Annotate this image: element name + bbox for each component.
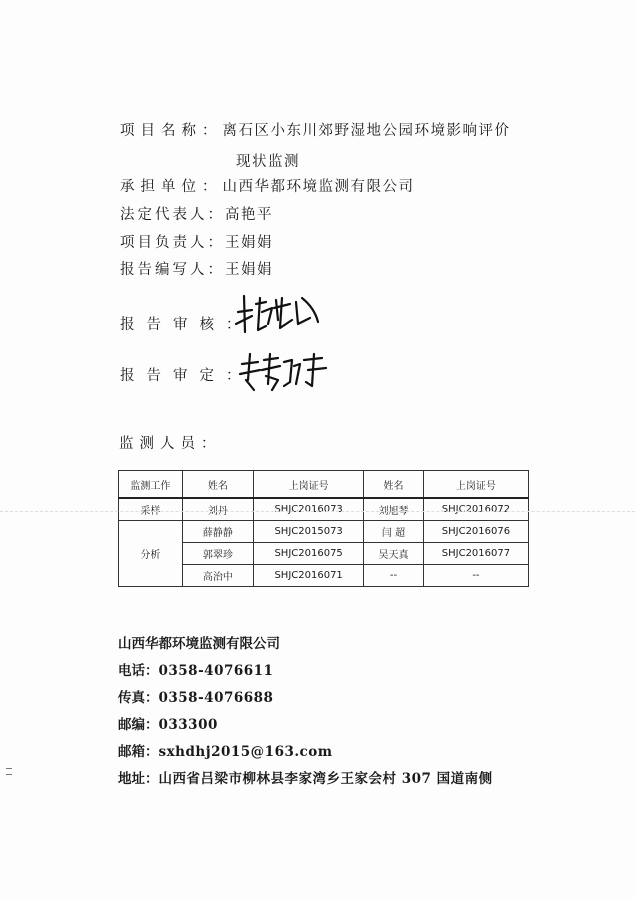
staff-table-header [119, 471, 529, 499]
fax-value: 0358-4076688 [158, 690, 274, 706]
row-task: 分析 [119, 521, 183, 587]
staff-table [118, 470, 529, 587]
postcode-label: 邮编： [118, 717, 159, 733]
table-row [119, 521, 529, 543]
row-cert-1: SHJC2016075 [254, 543, 364, 565]
email-value: sxhdhj2015@163.com [158, 744, 333, 760]
phone-label: 电话： [118, 663, 159, 679]
address-line [118, 767, 493, 787]
email-label: 邮箱： [118, 744, 159, 760]
report-writer-field [120, 258, 273, 279]
header-cert-1: 上岗证号 [254, 471, 364, 499]
address-label: 地址： [118, 771, 159, 787]
fax-label: 传真： [118, 690, 159, 706]
project-name-value: 离石区小东川郊野湿地公园环境影响评价 [222, 123, 511, 139]
scan-margin-mark [6, 768, 12, 769]
project-name-field [120, 119, 511, 140]
company-name: 山西华都环境监测有限公司 [118, 636, 280, 652]
row-task: 采样 [119, 498, 183, 521]
row-name-2: 闫 超 [364, 521, 424, 543]
row-name-2: 吴天真 [364, 543, 424, 565]
postcode-value: 033300 [158, 717, 218, 733]
project-name-value-line2: 现状监测 [236, 154, 300, 170]
legal-representative-label: 法定代表人： [120, 207, 225, 223]
header-name-2: 姓名 [364, 471, 424, 499]
row-cert-2: SHJC2016076 [423, 521, 528, 543]
scan-margin-mark [6, 774, 12, 775]
postcode-line [118, 713, 218, 733]
fax-line [118, 686, 273, 706]
report-writer-value: 王娟娟 [225, 262, 273, 278]
legal-representative-field [120, 203, 273, 224]
row-cert-1: SHJC2016073 [254, 498, 364, 521]
header-task: 监测工作 [119, 471, 183, 499]
phone-line [118, 659, 273, 679]
project-lead-field [120, 231, 273, 252]
row-name-1: 薛静静 [182, 521, 253, 543]
address-value: 山西省吕梁市柳林县李家湾乡王家会村 307 国道南侧 [158, 771, 493, 787]
table-row [119, 498, 529, 521]
staff-section-title: 监测人员： [119, 436, 222, 452]
row-name-2: -- [364, 565, 424, 587]
contractor-field [120, 175, 415, 196]
report-writer-label: 报告编写人： [120, 262, 225, 278]
contractor-value: 山西华都环境监测有限公司 [222, 179, 415, 195]
row-cert-1: SHJC2015073 [254, 521, 364, 543]
contractor-label: 承担单位： [120, 179, 223, 195]
scan-artifact-line [0, 511, 635, 512]
row-name-2: 刘旭琴 [364, 498, 424, 521]
report-approve-field [120, 364, 253, 385]
project-lead-label: 项目负责人： [120, 235, 225, 251]
row-name-1: 高治中 [182, 565, 253, 587]
email-line [118, 740, 333, 760]
row-cert-2: -- [423, 565, 528, 587]
project-lead-value: 王娟娟 [225, 235, 273, 251]
header-name-1: 姓名 [182, 471, 253, 499]
row-cert-2: SHJC2016077 [423, 543, 528, 565]
legal-representative-value: 高艳平 [225, 207, 273, 223]
header-cert-2: 上岗证号 [423, 471, 528, 499]
row-cert-1: SHJC2016071 [254, 565, 364, 587]
project-name-label: 项目名称： [120, 123, 223, 139]
report-review-label: 报告审核： [120, 317, 253, 333]
phone-value: 0358-4076611 [158, 663, 274, 679]
project-name-continuation [236, 150, 300, 171]
review-signature [232, 290, 322, 338]
report-approve-label: 报告审定： [120, 368, 253, 384]
row-name-1: 刘丹 [182, 498, 253, 521]
row-cert-2: SHJC2016072 [423, 498, 528, 521]
approve-signature [238, 350, 330, 394]
row-name-1: 郭翠珍 [182, 543, 253, 565]
